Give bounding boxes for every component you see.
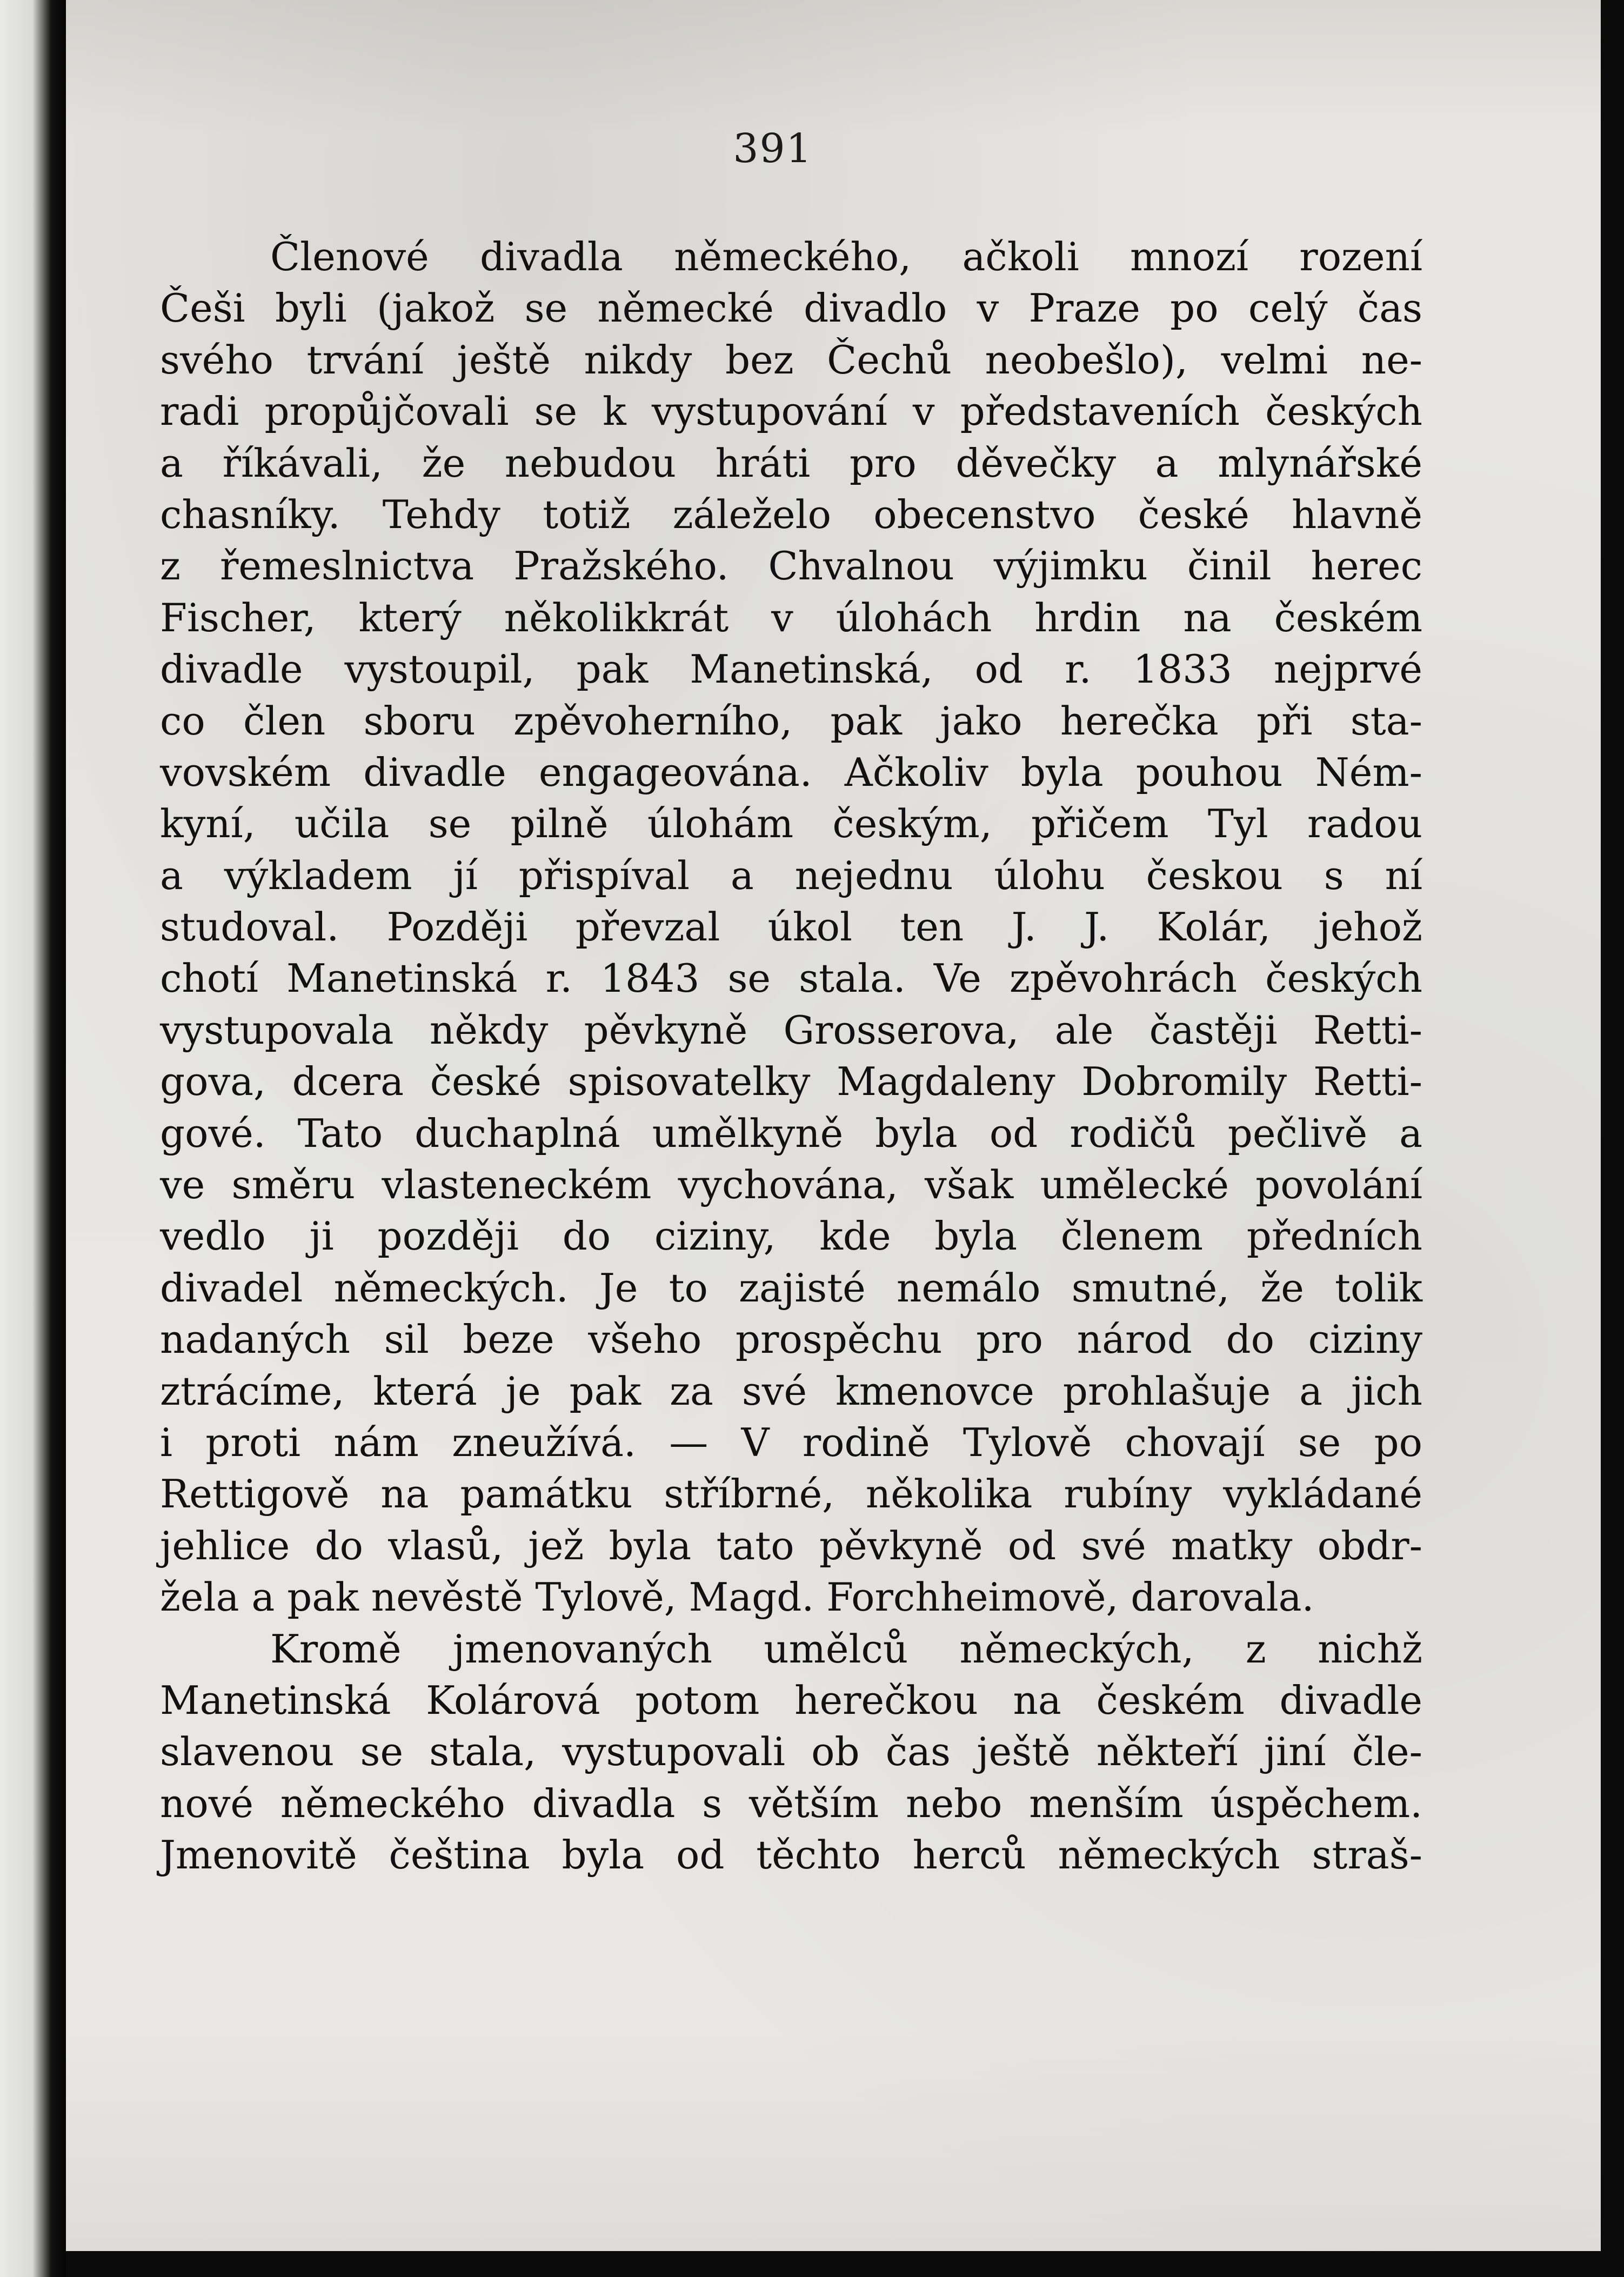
text-line: i proti nám zneužívá. — V rodině Tylově chovají se po (160, 1419, 1422, 1465)
text-line: slavenou se stala, vystupovali ob čas ještě někteří jiní čle- (160, 1729, 1422, 1775)
text-line: Manetinská Kolárová potom herečkou na českém divadle (160, 1677, 1422, 1723)
text-line: Rettigově na památku stříbrné, několika rubíny vykládané (160, 1471, 1422, 1517)
text-line: chotí Manetinská r. 1843 se stala. Ve zpěvohrách českých (160, 956, 1422, 1001)
text-line: a výkladem jí přispíval a nejednu úlohu českou s ní (160, 852, 1422, 898)
text-line: nadaných sil beze všeho prospěchu pro národ do ciziny (160, 1317, 1422, 1363)
text-line: a říkávali, že nebudou hráti pro děvečky a mlynářské (160, 440, 1422, 486)
book-binding-edge (0, 0, 66, 2277)
text-line: Češi byli (jakož se německé divadlo v Praze po celý čas (160, 285, 1422, 331)
text-line: gové. Tato duchaplná umělkyně byla od rodičů pečlivě a (160, 1110, 1422, 1156)
text-line: žela a pak nevěstě Tylově, Magd. Forchheimově, darovala. (160, 1574, 1314, 1620)
page-body-text (160, 231, 1422, 1881)
text-line: co člen sboru zpěvoherního, pak jako herečka při sta- (160, 698, 1422, 744)
text-line: nové německého divadla s větším nebo menším úspěchem. (160, 1780, 1422, 1826)
text-line: Jmenovitě čeština byla od těchto herců německých straš- (160, 1832, 1422, 1878)
text-line: chasníky. Tehdy totiž záleželo obecenstvo české hlavně (160, 491, 1422, 537)
text-line: ztrácíme, která je pak za své kmenovce prohlašuje a jich (160, 1368, 1422, 1414)
text-line: gova, dcera české spisovatelky Magdaleny Dobromily Retti- (160, 1059, 1422, 1105)
text-line: vedlo ji později do ciziny, kde byla členem předních (160, 1213, 1422, 1259)
text-line: kyní, učila se pilně úlohám českým, přičem Tyl radou (160, 801, 1422, 847)
text-line: Členové divadla německého, ačkoli mnozí rození (270, 234, 1422, 279)
text-line: divadel německých. Je to zajisté nemálo smutné, že tolik (160, 1265, 1422, 1311)
text-line: z řemeslnictva Pražského. Chvalnou výjimku činil herec (160, 543, 1422, 589)
text-line: Kromě jmenovaných umělců německých, z nichž (270, 1626, 1422, 1672)
page-number: 391 (733, 125, 813, 172)
text-line: vovském divadle engageována. Ačkoliv byla pouhou Ném- (160, 749, 1422, 795)
text-line: radi propůjčovali se k vystupování v představeních českých (160, 389, 1422, 435)
text-line: jehlice do vlasů, jež byla tato pěvkyně od své matky obdr- (160, 1523, 1422, 1568)
text-line: studoval. Později převzal úkol ten J. J. Kolár, jehož (160, 904, 1422, 950)
text-line: divadle vystoupil, pak Manetinská, od r. 1833 nejprvé (160, 646, 1422, 692)
text-line: vystupovala někdy pěvkyně Grosserova, ale častěji Retti- (160, 1007, 1422, 1053)
text-line: ve směru vlasteneckém vychována, však umělecké povolání (160, 1162, 1422, 1208)
text-line: Fischer, který několikkrát v úlohách hrdin na českém (160, 595, 1422, 640)
text-line: svého trvání ještě nikdy bez Čechů neobešlo), velmi ne- (160, 337, 1422, 383)
